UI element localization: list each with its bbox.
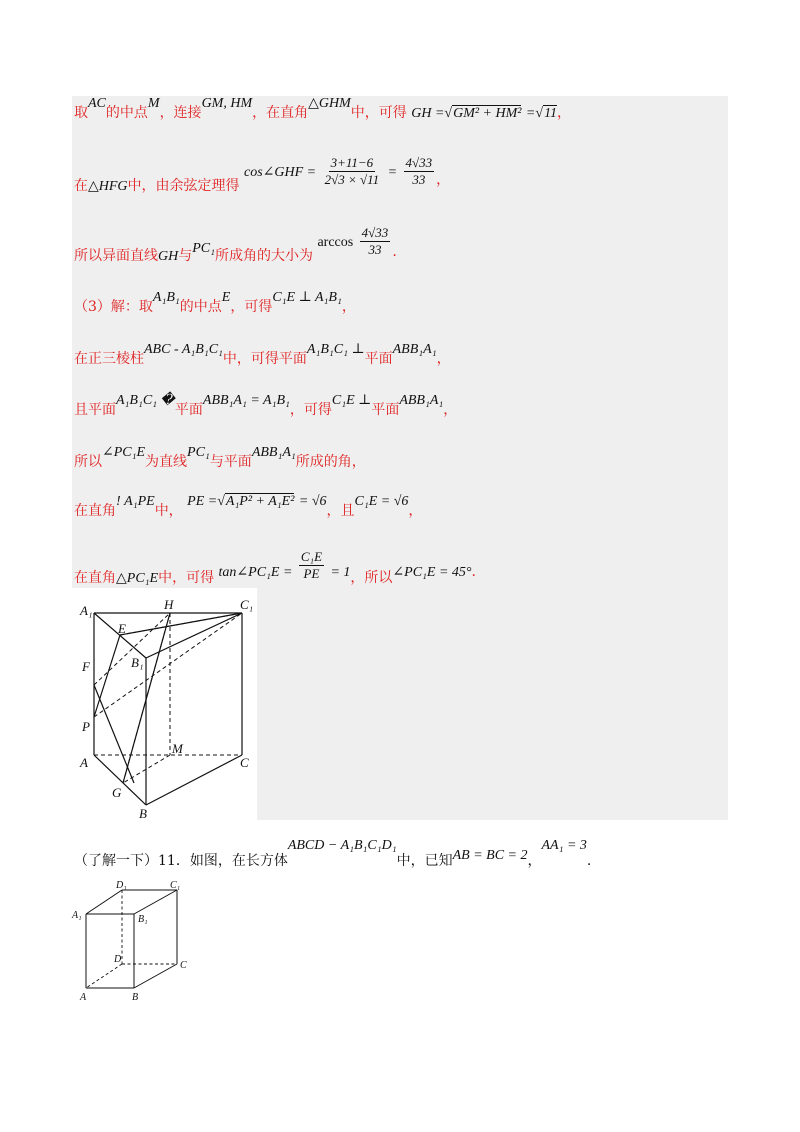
text: ，可得 bbox=[230, 299, 273, 315]
label-a1: A₁ bbox=[72, 910, 82, 921]
text: ， bbox=[436, 171, 451, 188]
text: ， bbox=[341, 299, 356, 315]
label-m: M bbox=[172, 741, 183, 756]
text: 中，可得 bbox=[350, 105, 407, 121]
label-b1: B₁ bbox=[138, 914, 148, 925]
math-plane-abb1a1: ABB₁A₁ bbox=[251, 445, 296, 460]
label-g: G bbox=[112, 785, 122, 800]
text: 在直角 bbox=[74, 569, 116, 586]
math-pe: PE = bbox=[187, 494, 218, 509]
text: ， bbox=[408, 503, 423, 519]
label-f: F bbox=[82, 659, 90, 674]
math-sqrt6: = √6 bbox=[298, 494, 327, 509]
text: . bbox=[392, 243, 397, 260]
math-gh: GH = bbox=[411, 106, 445, 121]
text: ， bbox=[527, 853, 542, 869]
math-m: M bbox=[147, 96, 160, 111]
text: 在正三棱柱 bbox=[74, 351, 144, 367]
math-plane-a1b1c1: A₁B₁C₁ � bbox=[116, 393, 175, 408]
text: ， bbox=[436, 351, 451, 367]
text: 中，可得平面 bbox=[222, 351, 307, 367]
label-b: B bbox=[139, 806, 147, 820]
text: ， bbox=[443, 402, 458, 418]
math-pc1: PC₁ bbox=[192, 240, 215, 256]
label-d1: D₁ bbox=[116, 880, 127, 891]
label-c1: C₁ bbox=[240, 597, 254, 612]
math-radicand: A₁P² + A₁E² bbox=[225, 494, 295, 509]
cuboid-figure bbox=[70, 880, 200, 1005]
label-e: E bbox=[118, 621, 126, 636]
math-plane-abb1a1: ABB₁A₁ bbox=[399, 393, 444, 408]
math-gm-hm: GM, HM bbox=[201, 96, 253, 111]
text: 在 bbox=[74, 177, 88, 194]
math-eq1: = 1 bbox=[330, 564, 351, 580]
label-c: C bbox=[180, 960, 187, 971]
text: 中， bbox=[154, 503, 183, 519]
text: 取 bbox=[74, 105, 88, 121]
math-intersection: ABB₁A₁ = A₁B₁ bbox=[202, 393, 290, 408]
label-d: D bbox=[114, 954, 122, 965]
label-c: C bbox=[240, 755, 249, 770]
math-result: ∠PC₁E = 45° bbox=[392, 564, 472, 580]
math-c1e-perp: C₁E ⊥ bbox=[331, 393, 372, 408]
solution-line-8: 在直角! A₁PE中， PE =√A₁P² + A₁E² = √6，且C₁E = √6， bbox=[74, 494, 423, 519]
text: 中，可得 bbox=[158, 569, 215, 586]
solution-line-9 bbox=[74, 549, 476, 586]
label-c1: C₁ bbox=[170, 880, 181, 891]
text: ，连接 bbox=[159, 105, 202, 121]
label-h: H bbox=[164, 597, 174, 612]
math-pc1: PC₁ bbox=[187, 445, 210, 460]
math-cuboid: ABCD − A₁B₁C₁D₁ bbox=[287, 838, 397, 853]
label-a: A bbox=[80, 992, 87, 1003]
fraction-result: $\frac{4√33}{33}$ bbox=[405, 155, 433, 188]
math-eq: = bbox=[387, 164, 398, 180]
label-a: A bbox=[80, 755, 88, 770]
math-prism: ABC - A₁B₁C₁ bbox=[144, 342, 223, 357]
math-c1e-perp: C₁E ⊥ A₁B₁ bbox=[272, 290, 342, 305]
math-e: E bbox=[221, 290, 231, 305]
math-ac: AC bbox=[88, 96, 106, 111]
text: 与平面 bbox=[209, 454, 252, 470]
text: 与 bbox=[178, 247, 193, 264]
text: 所以 bbox=[74, 454, 102, 470]
text: 且平面 bbox=[74, 402, 116, 418]
math-triangle-pc1e: △PC₁E bbox=[116, 570, 159, 586]
solution-line-2 bbox=[74, 155, 451, 194]
math-arccos: arccos bbox=[317, 234, 354, 250]
solution-line-1: 取AC的中点M，连接GM, HM，在直角△GHM中，可得 GH =√GM² + HM² =√11， bbox=[74, 96, 572, 121]
solution-line-7 bbox=[74, 445, 366, 470]
text: 所成角的大小为 bbox=[215, 247, 313, 264]
fraction-arccos: $\frac{4√33}{33}$ bbox=[361, 225, 389, 258]
math-angle: ∠PC₁E bbox=[102, 445, 146, 460]
text: 在直角 bbox=[74, 503, 116, 519]
text: 平面 bbox=[364, 351, 393, 367]
label-a1: A₁ bbox=[80, 603, 93, 618]
solution-line-4 bbox=[74, 290, 356, 315]
math-triangle-hfg: △HFG bbox=[88, 178, 128, 194]
solution-line-3 bbox=[74, 225, 397, 264]
math-cos: cos∠GHF = bbox=[244, 164, 317, 180]
math-triangle-a1pe: ! A₁PE bbox=[116, 494, 155, 509]
text: 所成的角， bbox=[295, 454, 366, 470]
math-eq: = bbox=[525, 106, 536, 121]
text: （了解一下）11．如图，在长方体 bbox=[74, 853, 288, 869]
label-b1: B₁ bbox=[131, 655, 144, 670]
text: （3）解：取 bbox=[74, 299, 153, 315]
text: 中，由余弦定理得 bbox=[127, 177, 240, 194]
math-triangle-ghm: △GHM bbox=[308, 96, 351, 111]
math-c1e: C₁E = √6 bbox=[354, 494, 409, 509]
fraction-tan: $\frac{\text{C₁E}}{PE}$ bbox=[300, 549, 323, 582]
math-tan: tan∠PC₁E = bbox=[218, 564, 293, 580]
text: 平面 bbox=[371, 402, 400, 418]
math-plane-abb1a1: ABB₁A₁ bbox=[392, 342, 437, 357]
math-gh: GH bbox=[158, 248, 179, 264]
fraction-cos: $\frac{3+11-6}{2√3 \times √11}$ bbox=[324, 155, 380, 188]
text: ，可得 bbox=[289, 402, 332, 418]
text: 平面 bbox=[174, 402, 203, 418]
math-radicand: GM² + HM² bbox=[453, 106, 522, 121]
text: 的中点 bbox=[105, 105, 148, 121]
text: ，所以 bbox=[350, 569, 393, 586]
text: 中，已知 bbox=[396, 853, 453, 869]
math-ab-bc: AB = BC = 2 bbox=[452, 848, 528, 863]
text: . bbox=[586, 853, 592, 869]
solution-panel-extension bbox=[257, 588, 728, 820]
math-sqrt11: 11 bbox=[544, 106, 558, 121]
math-aa1: AA₁ = 3 bbox=[541, 838, 587, 853]
text: ，在直角 bbox=[252, 105, 309, 121]
label-p: P bbox=[82, 719, 90, 734]
question-11 bbox=[74, 838, 592, 869]
math-plane-a1b1c1: A₁B₁C₁ ⊥ bbox=[306, 342, 365, 357]
solution-line-6 bbox=[74, 393, 458, 418]
text: 所以异面直线 bbox=[74, 247, 158, 264]
text: 为直线 bbox=[145, 454, 188, 470]
text: 的中点 bbox=[179, 299, 222, 315]
text: ， bbox=[557, 105, 572, 121]
label-b: B bbox=[132, 992, 139, 1003]
prism-figure bbox=[74, 595, 264, 820]
math-a1b1: A₁B₁ bbox=[152, 290, 180, 305]
solution-line-5 bbox=[74, 342, 451, 367]
text: ，且 bbox=[326, 503, 355, 519]
text: . bbox=[471, 563, 476, 580]
